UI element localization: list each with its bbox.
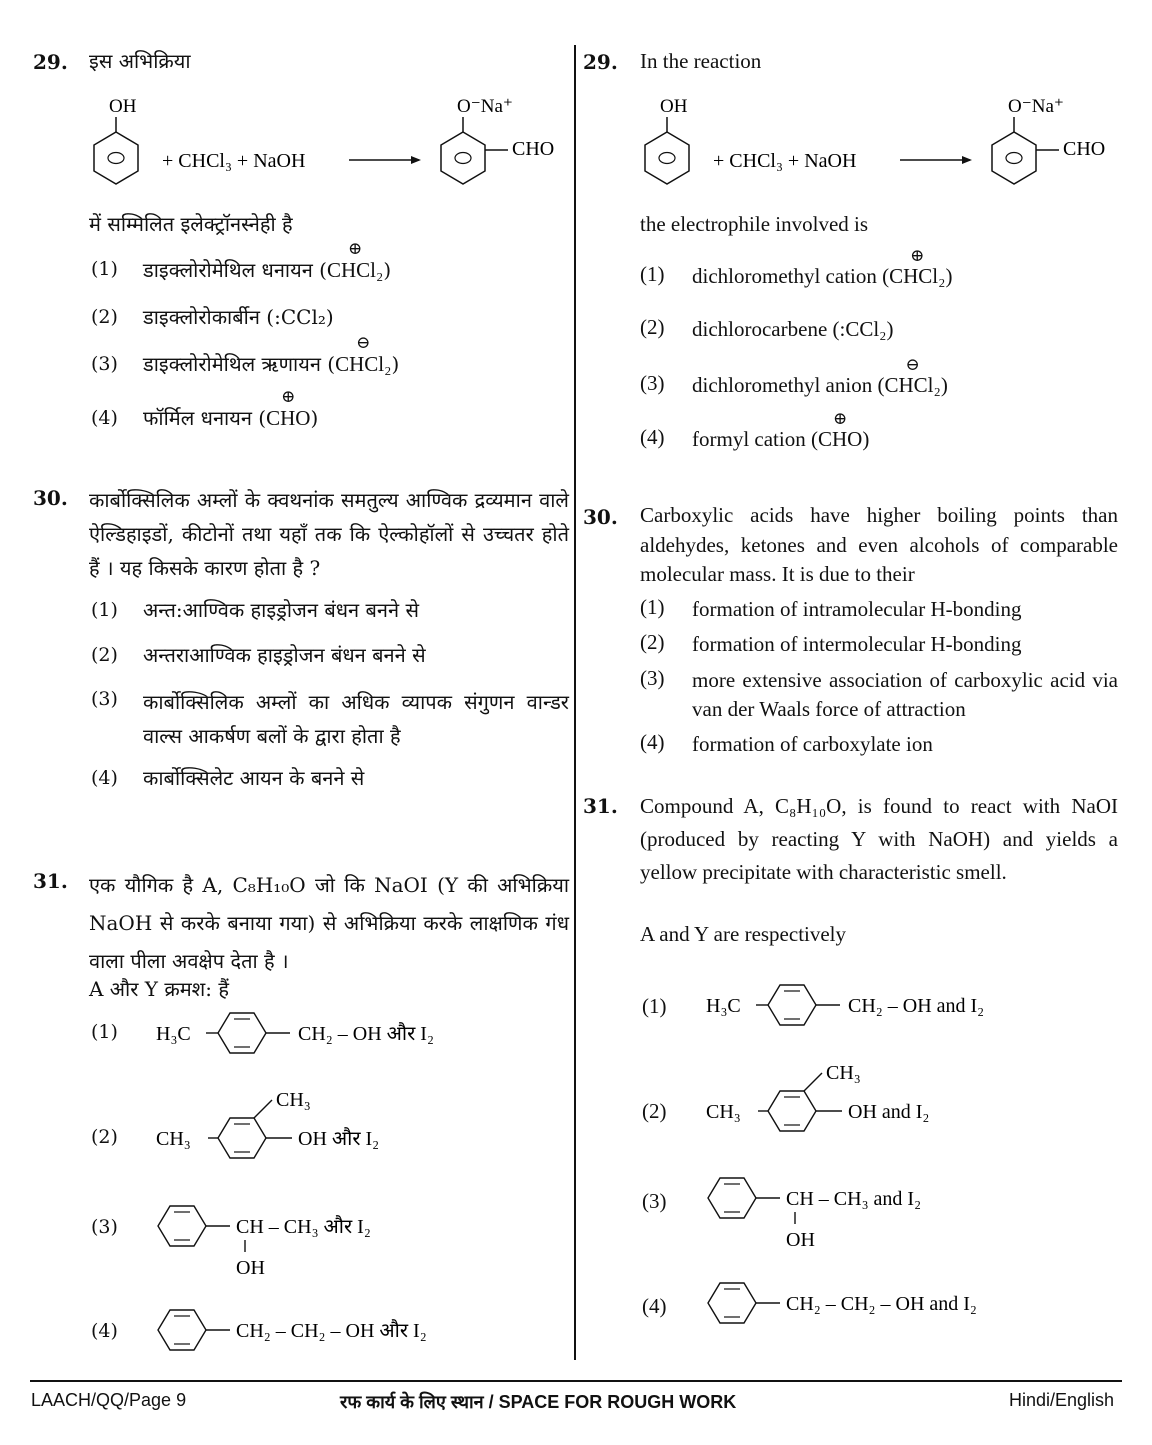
- option-number: (1): [91, 258, 118, 280]
- question-stem: In the reaction: [640, 49, 762, 73]
- question-number: 29.: [583, 50, 618, 74]
- question-ask: A और Y क्रमश: हैं: [89, 977, 229, 1001]
- column-divider: [574, 45, 576, 1360]
- option-number: (2): [640, 315, 665, 339]
- option-number: (4): [91, 1320, 118, 1342]
- option-number: (2): [642, 1099, 667, 1123]
- option-number: (3): [640, 371, 665, 395]
- option-number: (3): [642, 1189, 667, 1213]
- option-number: (4): [91, 767, 118, 789]
- svg-text:CH₂ – OH and I₂: CH₂ – OH and I₂: [848, 995, 985, 1017]
- option-number: (2): [640, 630, 665, 654]
- svg-text:CH₂ – CH₂ – OH and I₂: CH₂ – CH₂ – OH and I₂: [786, 1293, 977, 1315]
- option-text: अन्त:आण्विक हाइड्रोजन बंधन बनने से: [143, 598, 420, 622]
- phenoxide-label: O⁻Na⁺: [457, 96, 513, 117]
- option-text: dichloromethyl anion ( ⊖ CHCl₂): [692, 355, 948, 397]
- option-text: फॉर्मिल धनायन ( ⊕ CHO): [143, 387, 319, 430]
- question-number: 31.: [33, 869, 68, 893]
- cho-label: CHO: [512, 138, 555, 160]
- structure-option-1: [700, 975, 1120, 1035]
- reaction-scheme: [85, 92, 565, 197]
- reagents-label: + CHCl₃ + NaOH: [162, 150, 306, 172]
- footer-rule: [30, 1380, 1122, 1382]
- option-text: डाइक्लोरोमेथिल धनायन ( ⊕ CHCl₂): [143, 239, 392, 282]
- option-number: (4): [642, 1294, 667, 1318]
- option-number: (1): [91, 599, 118, 621]
- option-text: dichlorocarbene (:CCl₂): [692, 317, 894, 341]
- svg-text:H₃C: H₃C: [706, 995, 741, 1017]
- svg-text:CH – CH₃ और I₂: CH – CH₃ और I₂: [236, 1216, 371, 1238]
- question-ask: A and Y are respectively: [640, 922, 847, 946]
- option-number: (3): [91, 688, 118, 710]
- svg-text:CH – CH₃ and I₂: CH – CH₃ and I₂: [786, 1188, 922, 1210]
- reagents-label: + CHCl₃ + NaOH: [713, 150, 857, 172]
- svg-text:OH and I₂: OH and I₂: [848, 1101, 930, 1123]
- benzene-ring: [645, 132, 689, 184]
- option-number: (1): [91, 1021, 118, 1043]
- svg-text:OH: OH: [236, 1257, 265, 1279]
- question-number: 31.: [583, 794, 618, 818]
- reaction-scheme: [636, 92, 1116, 197]
- option-text: formyl cation ( ⊕ CHO): [692, 409, 870, 451]
- svg-text:CH₂ – OH और I₂: CH₂ – OH और I₂: [298, 1023, 434, 1045]
- cho-label: CHO: [1063, 138, 1106, 160]
- rough-work-label: रफ कार्य के लिए स्थान / SPACE FOR ROUGH WORK: [340, 1392, 737, 1412]
- option-text: more extensive association of carboxylic acid via van der Waals force of attraction: [692, 668, 1118, 721]
- language-label: Hindi/English: [1009, 1390, 1115, 1410]
- benzene-ring: [94, 132, 138, 184]
- phenoxide-label: O⁻Na⁺: [1008, 96, 1064, 117]
- option-number: (1): [640, 262, 665, 286]
- question-stem: कार्बोक्सिलिक अम्लों के क्वथनांक समतुल्य आण्विक द्रव्यमान वाले ऐल्डिहाइडों, कीटोनों तथा यहाँ तक कि ऐल्कोहॉलों से उच्चतर होते हैं । यह किसके कारण होता है ?: [89, 488, 569, 580]
- svg-text:CH₃: CH₃: [706, 1101, 741, 1123]
- question-stem: Carboxylic acids have higher boiling points than aldehydes, ketones and even alcohols of comparable molecular mass. It is due to their: [640, 503, 1118, 586]
- benzene-ring: [992, 132, 1036, 184]
- option-number: (2): [91, 1126, 118, 1148]
- svg-text:OH और I₂: OH और I₂: [298, 1128, 380, 1150]
- option-number: (4): [640, 730, 665, 754]
- option-number: (2): [91, 644, 118, 666]
- option-number: (1): [642, 994, 667, 1018]
- option-number: (3): [91, 353, 118, 375]
- oh-label: OH: [660, 96, 688, 117]
- option-text: dichloromethyl cation ( ⊕ CHCl₂): [692, 246, 953, 288]
- question-number: 29.: [33, 50, 68, 74]
- svg-text:CH₂ – CH₂ – OH और I₂: CH₂ – CH₂ – OH और I₂: [236, 1320, 427, 1342]
- structure-option-4: [150, 1302, 570, 1362]
- svg-text:CH₃: CH₃: [826, 1062, 861, 1084]
- question-continuation: में सम्मिलित इलेक्ट्रॉनस्नेही है: [89, 212, 293, 236]
- option-text: formation of carboxylate ion: [692, 732, 933, 756]
- benzene-ring: [441, 132, 485, 184]
- question-stem: एक यौगिक है A, C₈H₁₀O जो कि NaOI (Y की अभिक्रिया NaOH से करके बनाया गया) से अभिक्रिया करके लाक्षणिक गंध वाला पीला अवक्षेप देता है ।: [89, 873, 569, 973]
- option-number: (4): [640, 425, 665, 449]
- svg-text:CH₃: CH₃: [156, 1128, 191, 1150]
- oh-label: OH: [109, 96, 137, 117]
- option-number: (3): [640, 666, 665, 690]
- structure-option-2: [150, 1082, 570, 1162]
- option-text: formation of intramolecular H-bonding: [692, 597, 1022, 621]
- structure-option-4: [700, 1275, 1120, 1335]
- option-number: (4): [91, 407, 118, 429]
- structure-option-3: [150, 1198, 570, 1278]
- option-number: (3): [91, 1216, 118, 1238]
- question-stem: Compound A, C₈H₁₀O, is found to react with NaOI (produced by reacting Y with NaOH) and yields a yellow precipitate with characteristic smell.: [640, 794, 1118, 884]
- option-text: अन्तराआण्विक हाइड्रोजन बंधन बनने से: [143, 643, 426, 667]
- option-number: (1): [640, 595, 665, 619]
- option-text: कार्बोक्सिलिक अम्लों का अधिक व्यापक संगुणन वान्डर वाल्स आकर्षण बलों के द्वारा होता है: [143, 690, 569, 748]
- question-number: 30.: [33, 486, 68, 510]
- svg-text:CH₃: CH₃: [276, 1089, 311, 1111]
- question-continuation: the electrophile involved is: [640, 212, 869, 236]
- svg-text:OH: OH: [786, 1229, 815, 1251]
- structure-option-1: [150, 1003, 570, 1063]
- option-number: (2): [91, 306, 118, 328]
- question-number: 30.: [583, 505, 618, 529]
- option-text: कार्बोक्सिलेट आयन के बनने से: [143, 766, 365, 790]
- question-stem: इस अभिक्रिया: [89, 49, 191, 73]
- structure-option-3: [700, 1170, 1120, 1250]
- svg-text:H₃C: H₃C: [156, 1023, 191, 1045]
- structure-option-2: [700, 1055, 1120, 1135]
- option-text: डाइक्लोरोमेथिल ऋणायन ( ⊖ CHCl₂): [143, 333, 400, 376]
- page-code: LAACH/QQ/Page 9: [31, 1390, 187, 1410]
- option-text: formation of intermolecular H-bonding: [692, 632, 1022, 656]
- option-text: डाइक्लोरोकार्बीन (:CCl₂): [143, 305, 334, 329]
